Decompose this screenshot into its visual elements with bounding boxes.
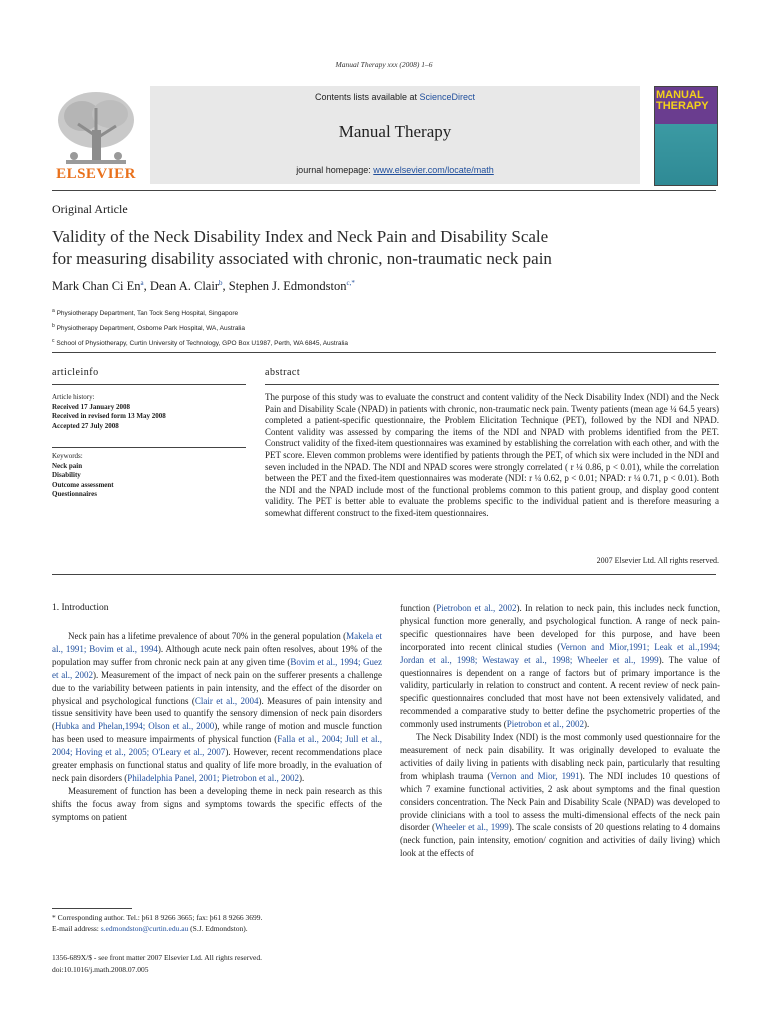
author-name: Mark Chan Ci En <box>52 279 141 294</box>
paragraph-text: ). <box>298 772 305 783</box>
paragraph <box>400 602 720 731</box>
history-label: Article history: <box>52 393 95 401</box>
author-affil-mark[interactable]: c,* <box>346 279 355 287</box>
paragraph-text: ). Measurement of the impact of neck pain on the sufferer presents a challenge due to the variability between patients in pain intensity, and the effect of the disorder on physical and psychological functions ( <box>52 669 382 706</box>
paragraph <box>52 630 382 785</box>
keyword: Disability <box>52 471 81 479</box>
citation-link[interactable]: Clair et al., 2004 <box>194 695 259 706</box>
affiliations <box>52 305 348 350</box>
paragraph-text: ). The value of questionnaires is dependent on a range of factors but of primary importance is the validity, particularly in relation to construct and content. A recent review of neck pain-specific questionnaires concluded that most have not been extensively validated, and recommended a comparative study to better define the psychometric properties of the commonly used instruments ( <box>400 654 720 730</box>
footnote-rule <box>52 908 132 909</box>
contents-prefix: Contents lists available at <box>314 92 420 102</box>
affiliation: $^b$ Physiotherapy Department, Osborne Park Hospital, WA, Australia <box>52 323 245 333</box>
paragraph-text: ). Although acute neck pain often resolves, about 19% of the population may suffer from chronic neck pain at any given time ( <box>52 643 382 667</box>
doi-line: doi:10.1016/j.math.2008.07.005 <box>52 965 149 974</box>
body-column-right <box>400 602 720 860</box>
footnote-contact: * Corresponding author. Tel.: þ61 8 9266 3665; fax: þ61 8 9266 3699. <box>52 913 263 922</box>
keywords-label: Keywords: <box>52 452 83 460</box>
section-heading-introduction: 1. Introduction <box>52 603 109 613</box>
article-info-heading: articleinfo <box>52 367 99 378</box>
abstract-rule <box>265 384 719 385</box>
journal-name: Manual Therapy <box>338 122 452 141</box>
paragraph-text: ). However, recent recommendations place greater emphasis on functional status and quality of life more broadly, in the evaluation of neck pain disorders ( <box>52 747 382 783</box>
article-title <box>52 226 712 270</box>
paragraph-text: ). <box>584 719 590 730</box>
homepage-line <box>150 165 640 175</box>
journal-homepage-link[interactable]: www.elsevier.com/locate/math <box>373 165 494 175</box>
affiliation: $^a$ Physiotherapy Department, Tan Tock Seng Hospital, Singapore <box>52 308 239 318</box>
paragraph: Measurement of function has been a developing theme in neck pain research as this shifts the focus away from signs and symptoms towards the specific effects of the symptoms on patient <box>52 785 382 822</box>
author-affil-mark[interactable]: a <box>140 279 144 287</box>
homepage-prefix: journal homepage: <box>296 165 374 175</box>
title-line-2: for measuring disability associated with chronic, non-traumatic neck pain <box>52 249 552 268</box>
citation-link[interactable]: Hubka and Phelan,1994; Olson et al., 2000 <box>55 721 215 732</box>
issn-doi-block <box>52 952 392 976</box>
affiliation: $^c$ School of Physiotherapy, Curtin University of Technology, GPO Box U1987, Perth, WA 6845, Australia <box>52 338 348 348</box>
issn-line: 1356-689X/$ - see front matter 2007 Elsevier Ltd. All rights reserved. <box>52 953 262 962</box>
cover-title-line-1: MANUAL <box>656 89 704 101</box>
title-line-1: Validity of the Neck Disability Index and Neck Pain and Disability Scale <box>52 227 549 246</box>
citation-link[interactable]: Vernon and Mior, 1991 <box>490 770 580 781</box>
keywords-rule <box>52 447 246 448</box>
abstract-bottom-rule <box>52 574 716 575</box>
citation-link[interactable]: Falla et al., 2004; Jull et al., 2004; Hoving et al., 2005; O'Leary et al., 2007 <box>52 734 382 758</box>
author-name: Dean A. Clair <box>149 279 219 294</box>
corresponding-author-footnote: * Corresponding author. Tel.: þ61 8 9266 3665; fax: þ61 8 9266 3699. E-mail address: s.edmondston@curtin.edu.au (S.J. Edmondston). <box>52 912 392 934</box>
citation-link[interactable]: Vernon and Mior,1991; Leak et al.,1994; Jordan et al., 1998; Westaway et al., 1998; Wheeler et al., 1999 <box>400 641 720 665</box>
citation-link[interactable]: Wheeler et al., 1999 <box>435 822 509 833</box>
article-history <box>52 393 166 431</box>
cover-title-line-2: THERAPY <box>656 100 709 112</box>
masthead-rule <box>52 190 716 191</box>
abstract-heading: abstract <box>265 367 301 378</box>
paragraph-text: ). The NDI includes 10 questions of which 7 examine functional activities, 2 ask about symptoms and the final question considers concentration. The Neck Pain and Disability Scale (NPAD) was developed to provide clinicians with a tool to assess the multi-dimensional effects of the neck pain disorder ( <box>400 770 720 833</box>
paragraph-text: ). Measures of pain intensity and tissue sensitivity have been used to quantify the sensory dimension of neck pain disorders ( <box>52 695 382 732</box>
history-revised: Received in revised form 13 May 2008 <box>52 412 166 420</box>
keyword: Neck pain <box>52 461 83 470</box>
history-received: Received 17 January 2008 <box>52 402 130 411</box>
abstract-text: The purpose of this study was to evaluate the construct and content validity of the Neck Disability Index (NDI) and the Neck Pain and Disability Scale (NPAD) in patients with chronic, non-traumatic neck pain. Twenty patients (mean age ¼ 64.5 years) completed a patient-specific questionnaire, the Problem Elicitation Technique (PET), followed by the NDI and NPAD. Content validity was assessed by comparing the items of the NDI and NPAD with problems identified from the PET. Construct validity of the fixed-item questionnaires was examined by establishing the correlation with each other, and with the PET score. Eleven common problems were identified by patients through the PET, of which six were included in the NDI and seven included in the NPAD. The NDI and NPAD scores were strongly correlated ( r ¼ 0.86, p < 0.01), while the correlation between the PET and the fixed-item questionnaires was moderate (NDI: r ¼ 0.62, p < 0.01; NPAD: r ¼ 0.71, p < 0.01). Both the NDI and the NPAD include most of the functional problems common to this patient group, and display good content validity. The PET is better able to evaluate the problems specific to the individual patient and is therefore measuring a somewhat different construct to the fixed-item questionnaires. <box>265 392 719 518</box>
paragraph-text: The Neck Disability Index (NDI) is the most commonly used questionnaire for the measurement of neck pain disability. It was originally developed to evaluate the activities of daily living in patients with disabling neck pain, particularly that resulting from whiplash trauma ( <box>400 732 720 781</box>
keyword: Questionnaires <box>52 490 97 498</box>
article-info-rule <box>52 384 246 385</box>
citation-link[interactable]: Makela et al., 1991; Bovim et al., 1994 <box>52 631 382 654</box>
paragraph <box>400 731 720 860</box>
citation-link[interactable]: Pietrobon et al., 2002 <box>436 603 517 613</box>
history-accepted: Accepted 27 July 2008 <box>52 421 119 430</box>
header-rule <box>52 352 716 353</box>
paragraph-text: ). The scale consists of 20 questions relating to 4 domains (neck function, pain intensity, emotion/ cognition and activities of daily living) which look at the effects of <box>400 822 720 859</box>
author-email-link[interactable]: s.edmondston@curtin.edu.au <box>100 924 189 933</box>
paragraph-text: Neck pain has a lifetime prevalence of about 70% in the general population ( <box>68 631 347 641</box>
citation-link[interactable]: Pietrobon et al., 2002 <box>506 719 584 730</box>
journal-cover-title <box>656 90 714 112</box>
sciencedirect-link[interactable]: ScienceDirect <box>419 92 476 102</box>
paragraph-text: function ( <box>400 603 437 613</box>
article-type: Original Article <box>52 202 128 216</box>
publisher-wordmark: ELSEVIER <box>56 166 136 182</box>
citation-link[interactable]: Philadelphia Panel, 2001; Pietrobon et al., 2002 <box>127 772 299 783</box>
keyword: Outcome assessment <box>52 480 114 489</box>
body-column-left <box>52 630 382 824</box>
paragraph-text: ). In relation to neck pain, this includes neck function, physical function more generally, and psychological function. A range of neck pain-specific questionnaires have been developed for this purpose, and have been incorporated into recent clinical studies ( <box>400 603 720 652</box>
running-head: Manual Therapy xxx (2008) 1–6 <box>335 60 433 69</box>
paragraph-text: ), while range of motion and muscle function has been used to measure impairments of physical function ( <box>52 721 382 745</box>
author-name: Stephen J. Edmondston <box>228 279 347 294</box>
author-affil-mark[interactable]: b <box>219 279 223 287</box>
keywords-block <box>52 452 114 500</box>
author-list: Mark Chan Ci En$^a$, Dean A. Clair$^b$, Stephen J. Edmondston$^{c,*}$ <box>52 279 355 294</box>
contents-line <box>150 92 640 102</box>
citation-link[interactable]: Bovim et al., 1994; Guez et al., 2002 <box>52 656 382 680</box>
abstract-copyright: 2007 Elsevier Ltd. All rights reserved. <box>596 556 719 565</box>
